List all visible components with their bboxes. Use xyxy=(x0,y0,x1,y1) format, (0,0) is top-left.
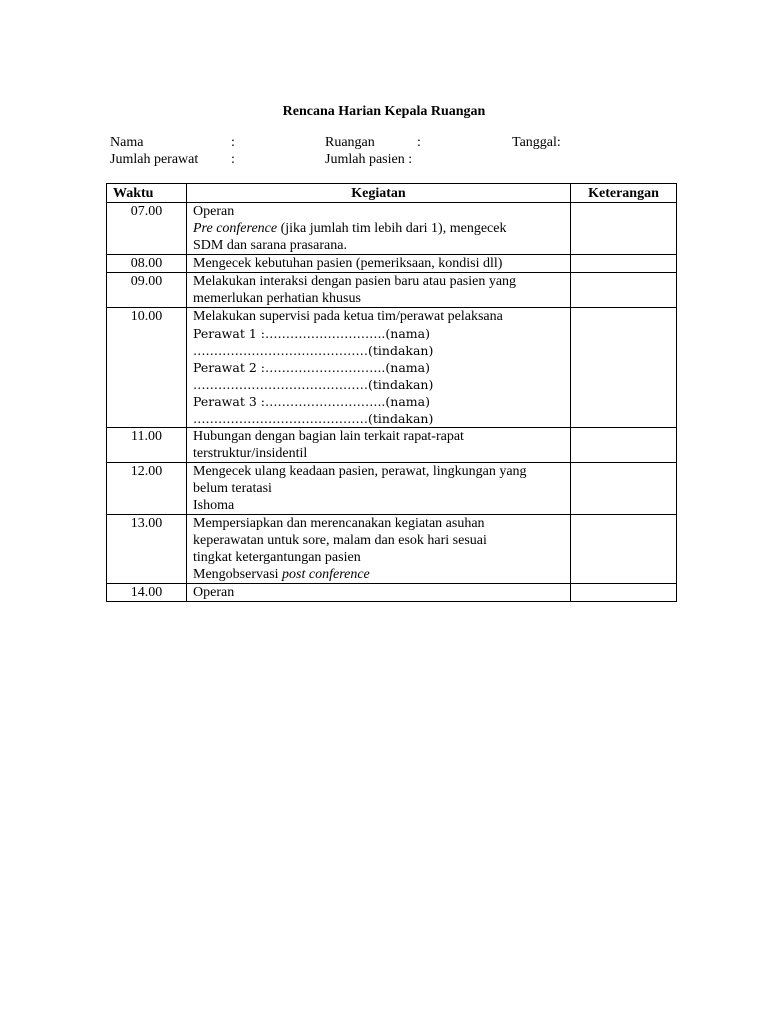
activity-line: terstruktur/insidentil xyxy=(193,446,308,461)
activity-line: Mempersiapkan dan merencanakan kegiatan asuhan xyxy=(193,516,485,531)
activity-line: Perawat 3 :………………………..(nama) xyxy=(193,394,430,409)
table-row xyxy=(107,584,677,602)
ruangan-colon: : xyxy=(417,135,421,150)
activity-line: SDM dan sarana prasarana. xyxy=(193,238,347,253)
table-row xyxy=(107,308,677,428)
activity-line: ……………………………………(tindakan) xyxy=(193,377,434,392)
activity-italic: post conference xyxy=(282,567,370,582)
jumlah-pasien-label: Jumlah pasien : xyxy=(325,152,413,167)
table-row xyxy=(107,203,677,255)
note-cell xyxy=(571,463,677,515)
activity-line: Mengecek ulang keadaan pasien, perawat, lingkungan yang xyxy=(193,464,527,479)
activity-line: Melakukan interaksi dengan pasien baru atau pasien yang xyxy=(193,274,517,289)
activity-cell xyxy=(187,584,571,602)
note-cell xyxy=(571,584,677,602)
activity-line: Perawat 2 :………………………..(nama) xyxy=(193,360,430,375)
note-cell xyxy=(571,308,677,428)
activity-line: ……………………………………(tindakan) xyxy=(193,411,434,426)
activity-line xyxy=(193,220,564,237)
ruangan-label: Ruangan xyxy=(325,135,375,150)
activity-text: (jika jumlah tim lebih dari 1), mengecek xyxy=(280,221,507,236)
activity-cell xyxy=(187,463,571,515)
activity-line: memerlukan perhatian khusus xyxy=(193,291,361,306)
page-title: Rencana Harian Kepala Ruangan xyxy=(282,104,486,119)
col-header-waktu: Waktu xyxy=(107,184,187,203)
activity-line: Operan xyxy=(193,585,235,600)
activity-italic: Pre conference xyxy=(193,221,278,236)
time-cell: 11.00 xyxy=(107,428,187,463)
note-cell xyxy=(571,255,677,273)
time-cell: 10.00 xyxy=(107,308,187,428)
tanggal-label: Tanggal: xyxy=(512,135,561,150)
table-header-row xyxy=(107,184,677,203)
note-cell xyxy=(571,428,677,463)
col-header-kegiatan: Kegiatan xyxy=(187,184,571,203)
time-cell: 09.00 xyxy=(107,273,187,308)
activity-line xyxy=(193,566,564,583)
table-row xyxy=(107,273,677,308)
activity-cell xyxy=(187,273,571,308)
activity-line: tingkat ketergantungan pasien xyxy=(193,550,361,565)
activity-line: Perawat 1 :………………………..(nama) xyxy=(193,326,430,341)
schedule-table xyxy=(106,183,677,602)
col-header-keterangan: Keterangan xyxy=(571,184,677,203)
activity-line: Mengecek kebutuhan pasien (pemeriksaan, kondisi dll) xyxy=(193,256,503,271)
activity-cell xyxy=(187,428,571,463)
time-cell: 13.00 xyxy=(107,515,187,584)
activity-text: Mengobservasi xyxy=(193,567,283,582)
activity-cell xyxy=(187,308,571,428)
note-cell xyxy=(571,515,677,584)
table-row xyxy=(107,255,677,273)
activity-line: Ishoma xyxy=(193,498,235,513)
time-cell: 07.00 xyxy=(107,203,187,255)
time-cell: 12.00 xyxy=(107,463,187,515)
nama-colon: : xyxy=(231,135,235,150)
activity-cell xyxy=(187,203,571,255)
note-cell xyxy=(571,203,677,255)
activity-cell xyxy=(187,255,571,273)
jumlah-perawat-colon: : xyxy=(231,152,235,167)
activity-line: Operan xyxy=(193,204,235,219)
table-row xyxy=(107,463,677,515)
activity-line: keperawatan untuk sore, malam dan esok hari sesuai xyxy=(193,533,487,548)
activity-line: ……………………………………(tindakan) xyxy=(193,343,434,358)
activity-line: Hubungan dengan bagian lain terkait rapat-rapat xyxy=(193,429,464,444)
activity-line: belum teratasi xyxy=(193,481,272,496)
activity-cell xyxy=(187,515,571,584)
jumlah-perawat-label: Jumlah perawat xyxy=(110,152,199,167)
table-row xyxy=(107,515,677,584)
time-cell: 14.00 xyxy=(107,584,187,602)
note-cell xyxy=(571,273,677,308)
nama-label: Nama xyxy=(110,135,144,150)
time-cell: 08.00 xyxy=(107,255,187,273)
table-row xyxy=(107,428,677,463)
activity-line: Melakukan supervisi pada ketua tim/perawat pelaksana xyxy=(193,309,503,324)
